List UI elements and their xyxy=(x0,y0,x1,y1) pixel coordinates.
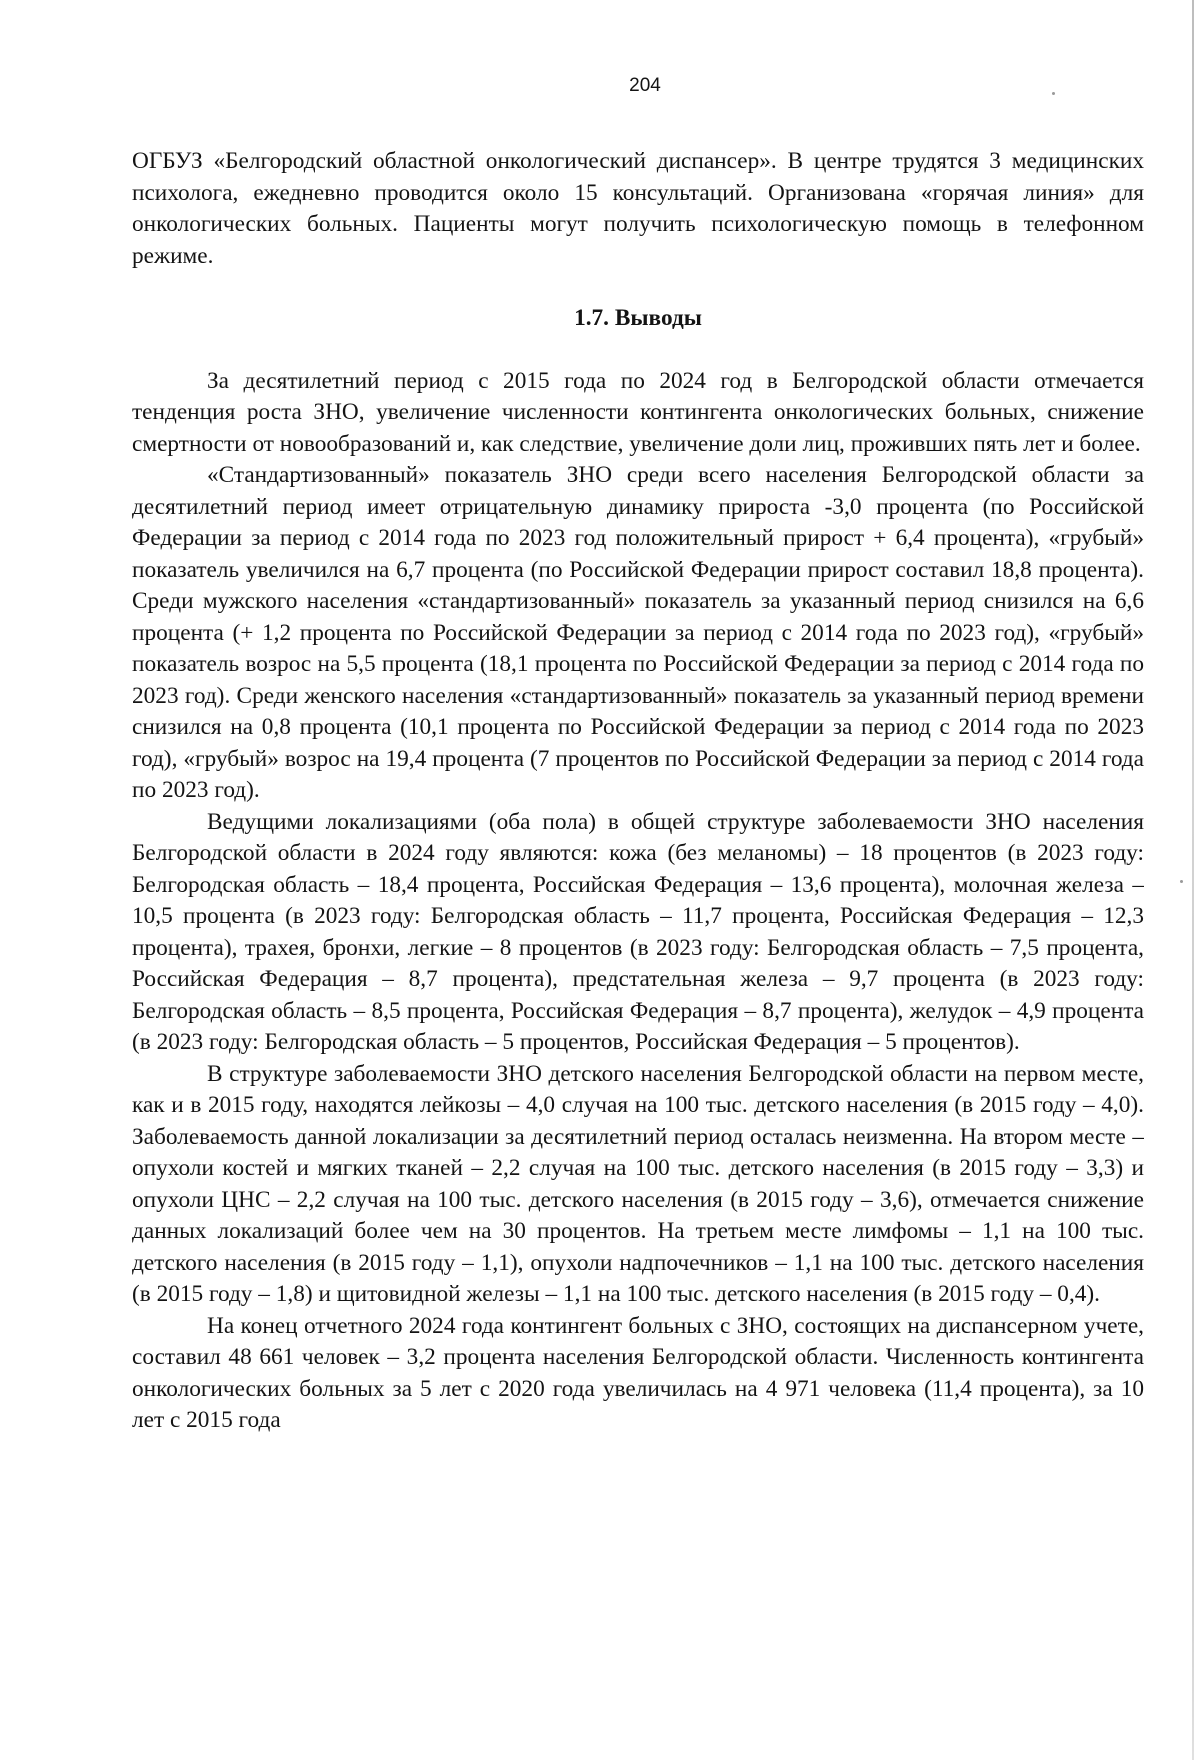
body-paragraph: Ведущими локализациями (оба пола) в общей структуре заболеваемости ЗНО населения Белгородской области в 2024 году являются: кожа (без меланомы) – 18 процентов (в 2023 году: Белгородская область – 18,4 процента, Российская Федерация – 13,6 процента), молочная железа – 10,5 процента (в 2023 году: Белгородская область – 11,7 процента, Российская Федерация – 12,3 процента), трахея, бронхи, легкие – 8 процентов (в 2023 году: Белгородская область – 7,5 процента, Российская Федерация – 8,7 процента), предстательная железа – 9,7 процента (в 2023 году: Белгородская область – 8,5 процента, Российская Федерация – 8,7 процента), желудок – 4,9 процента (в 2023 году: Белгородская область – 5 процентов, Российская Федерация – 5 процентов). xyxy=(132,808,1144,1055)
body-paragraph: За десятилетний период с 2015 года по 2024 год в Белгородской области отмечается тенденция роста ЗНО, увеличение численности контингента онкологических больных, снижение смертности от новообразований и, как следствие, увеличение доли лиц, проживших пять лет и более. xyxy=(132,367,1144,457)
body-paragraph: «Стандартизованный» показатель ЗНО среди всего населения Белгородской области за десятилетний период имеет отрицательную динамику прироста -3,0 процента (по Российской Федерации за период с 2014 года по 2023 год положительный прирост + 6,4 процента), «грубый» показатель увеличился на 6,7 процента (по Российской Федерации прирост составил 18,8 процента). Среди мужского населения «стандартизованный» показатель за указанный период снизился на 6,6 процента (+ 1,2 процента по Российской Федерации за период с 2014 года по 2023 год), «грубый» показатель возрос на 5,5 процента (18,1 процента по Российской Федерации за период с 2014 года по 2023 год). Среди женского населения «стандартизованный» показатель за указанный период времени снизился на 0,8 процента (10,1 процента по Российской Федерации за период с 2014 года по 2023 год), «грубый» возрос на 19,4 процента (7 процентов по Российской Федерации за период с 2014 года по 2023 год). xyxy=(132,462,1144,803)
scan-speck xyxy=(1180,880,1183,883)
scan-edge-shadow xyxy=(1192,0,1194,1760)
section-heading: 1.7. Выводы xyxy=(574,305,702,331)
page-number: 204 xyxy=(629,75,661,96)
body-paragraph: На конец отчетного 2024 года контингент больных с ЗНО, состоящих на диспансерном учете, составил 48 661 человек – 3,2 процента населения Белгородской области. Численность контингента онкологических больных за 5 лет с 2020 года увеличилась на 4 971 человека (11,4 процента), за 10 лет с 2015 года xyxy=(132,1312,1144,1433)
intro-paragraph: ОГБУЗ «Белгородский областной онкологический диспансер». В центре трудятся 3 медицинских психолога, ежедневно проводится около 15 консультаций. Организована «горячая линия» для онкологических больных. Пациенты могут получить психологическую помощь в телефонном режиме. xyxy=(132,148,1144,269)
document-page xyxy=(132,70,1144,1730)
body-paragraph: В структуре заболеваемости ЗНО детского населения Белгородской области на первом месте, как и в 2015 году, находятся лейкозы – 4,0 случая на 100 тыс. детского населения (в 2015 году – 4,0). Заболеваемость данной локализации за десятилетний период осталась неизменна. На втором месте – опухоли костей и мягких тканей – 2,2 случая на 100 тыс. детского населения (в 2015 году – 3,3) и опухоли ЦНС – 2,2 случая на 100 тыс. детского населения (в 2015 году – 3,6), отмечается снижение данных локализаций более чем на 30 процентов. На третьем месте лимфомы – 1,1 на 100 тыс. детского населения (в 2015 году – 1,1), опухоли надпочечников – 1,1 на 100 тыс. детского населения (в 2015 году – 1,8) и щитовидной железы – 1,1 на 100 тыс. детского населения (в 2015 году – 0,4). xyxy=(132,1060,1144,1307)
